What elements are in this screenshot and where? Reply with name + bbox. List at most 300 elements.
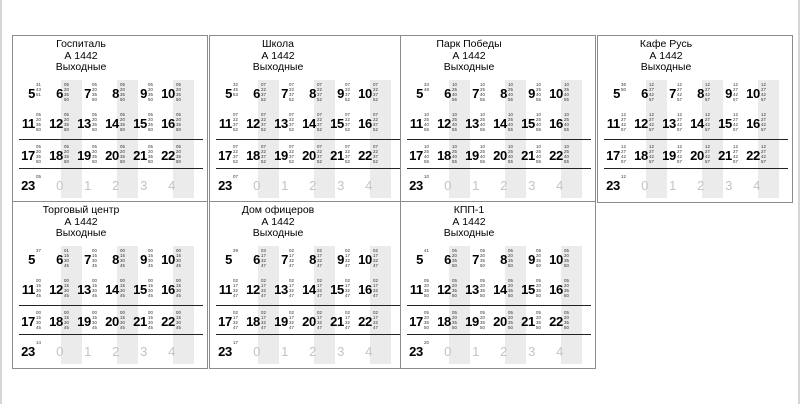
departure-minute: 22 <box>261 149 266 154</box>
departure-minute: 37 <box>345 92 350 97</box>
departure-minute: 07 <box>373 112 378 117</box>
departure-minute: 25 <box>452 117 457 122</box>
hour-grid <box>602 80 790 198</box>
hour-label: 13 <box>274 282 288 297</box>
hour-cell <box>242 308 270 336</box>
hour-cell <box>658 172 686 200</box>
departure-minute: 57 <box>621 159 626 164</box>
hour-label: 7 <box>84 252 91 267</box>
hour-label: 19 <box>465 314 479 329</box>
departure-minute: 51 <box>36 92 41 97</box>
departure-minute: 22 <box>373 149 378 154</box>
hour-cell <box>658 142 686 170</box>
departure-minute: 27 <box>733 117 738 122</box>
departure-minute: 22 <box>373 117 378 122</box>
departure-minute: 32 <box>289 258 294 263</box>
departure-minute: 37 <box>345 122 350 127</box>
hour-cell <box>354 276 382 304</box>
departure-minute: 25 <box>564 87 569 92</box>
hour-cell <box>326 276 354 304</box>
departure-minute: 50 <box>536 263 541 268</box>
departure-minute: 30 <box>148 288 153 293</box>
hour-cell <box>73 142 101 170</box>
departure-minute: 12 <box>761 112 766 117</box>
departure-minute: 05 <box>176 144 181 149</box>
hour-cell <box>742 142 770 170</box>
hour-label: 16 <box>358 282 372 297</box>
hour-label: 7 <box>669 86 676 101</box>
hour-cell <box>129 308 157 336</box>
departure-minute: 35 <box>120 92 125 97</box>
hour-label: 15 <box>521 116 535 131</box>
departure-minute: 25 <box>424 149 429 154</box>
departure-minute: 12 <box>705 144 710 149</box>
departure-minute: 25 <box>536 117 541 122</box>
departure-minute: 15 <box>148 315 153 320</box>
departure-minute: 35 <box>536 288 541 293</box>
stop-header <box>13 205 149 240</box>
hour-label: 11 <box>409 116 423 131</box>
departure-minute: 10 <box>508 112 513 117</box>
departure-minute: 43 <box>36 87 41 92</box>
hour-label: 2 <box>309 344 316 359</box>
hour-label: 15 <box>133 116 147 131</box>
departure-minute: 15 <box>120 315 125 320</box>
hour-cell <box>242 110 270 138</box>
departure-minute: 37 <box>317 154 322 159</box>
departure-minute: 17 <box>261 315 266 320</box>
departure-minute: 07 <box>373 82 378 87</box>
hour-cell <box>129 246 157 274</box>
day-type: Выходные <box>640 61 692 73</box>
hour-cell <box>405 246 433 274</box>
departure-minute: 10 <box>480 112 485 117</box>
departure-minute: 15 <box>120 253 125 258</box>
departure-minute: 00 <box>92 248 97 253</box>
hour-label: 9 <box>725 86 732 101</box>
hour-label: 6 <box>253 252 260 267</box>
departure-minute: 35 <box>424 320 429 325</box>
departure-minute: 55 <box>564 127 569 132</box>
departure-minute: 42 <box>705 122 710 127</box>
hour-label: 17 <box>218 314 232 329</box>
hour-cell <box>461 142 489 170</box>
departure-minute: 35 <box>64 154 69 159</box>
departure-minute: 45 <box>176 263 181 268</box>
departure-minute: 55 <box>508 97 513 102</box>
hour-cell <box>101 110 129 138</box>
hour-label: 7 <box>281 252 288 267</box>
hour-cell <box>101 80 129 108</box>
departure-minute: 05 <box>148 112 153 117</box>
departure-minute: 25 <box>536 149 541 154</box>
departure-minute: 05 <box>176 82 181 87</box>
departure-minute: 12 <box>761 144 766 149</box>
hour-cell <box>270 80 298 108</box>
hour-label: 23 <box>218 178 232 193</box>
hour-cell <box>630 110 658 138</box>
hour-cell <box>157 276 185 304</box>
departure-minute: 32 <box>317 288 322 293</box>
hour-label: 11 <box>606 116 620 131</box>
hour-cell <box>517 172 545 200</box>
hour-label: 1 <box>84 344 91 359</box>
departure-minute: 17 <box>373 253 378 258</box>
hour-cell <box>214 246 242 274</box>
departure-minute: 00 <box>64 278 69 283</box>
departure-minute: 52 <box>261 97 266 102</box>
departure-minute: 05 <box>64 112 69 117</box>
hour-label: 23 <box>21 344 35 359</box>
hour-label: 3 <box>528 178 535 193</box>
hour-cell <box>157 172 185 200</box>
hour-label: 11 <box>21 116 35 131</box>
departure-minute: 32 <box>289 320 294 325</box>
departure-minute: 17 <box>289 253 294 258</box>
hour-cell <box>129 338 157 366</box>
departure-minute: 05 <box>92 112 97 117</box>
departure-minute: 07 <box>317 82 322 87</box>
departure-minute: 10 <box>480 82 485 87</box>
hour-label: 12 <box>49 282 63 297</box>
hour-cell <box>433 246 461 274</box>
departure-minute: 05 <box>424 278 429 283</box>
hour-cell <box>17 80 45 108</box>
minute-list <box>564 112 574 132</box>
hour-label: 13 <box>465 282 479 297</box>
departure-minute: 41 <box>424 248 429 253</box>
hour-cell <box>270 142 298 170</box>
stop-header <box>401 39 537 74</box>
stop-card <box>209 201 405 369</box>
departure-minute: 55 <box>452 159 457 164</box>
departure-minute: 15 <box>64 283 69 288</box>
hour-cell <box>17 246 45 274</box>
departure-minute: 27 <box>761 117 766 122</box>
departure-minute: 32 <box>261 320 266 325</box>
hour-cell <box>73 246 101 274</box>
hour-label: 5 <box>416 86 423 101</box>
departure-minute: 10 <box>424 144 429 149</box>
day-type: Выходные <box>55 61 107 73</box>
stop-header <box>13 39 149 74</box>
departure-minute: 12 <box>705 82 710 87</box>
hour-label: 5 <box>613 86 620 101</box>
hour-label: 17 <box>409 148 423 163</box>
departure-minute: 07 <box>345 82 350 87</box>
departure-minute: 20 <box>120 149 125 154</box>
hour-label: 12 <box>246 116 260 131</box>
departure-minute: 42 <box>761 154 766 159</box>
hour-cell <box>214 110 242 138</box>
departure-minute: 00 <box>176 278 181 283</box>
hour-label: 18 <box>49 314 63 329</box>
hour-cell <box>545 172 573 200</box>
departure-minute: 00 <box>36 310 41 315</box>
hour-label: 14 <box>302 116 316 131</box>
hour-cell <box>714 142 742 170</box>
departure-minute: 02 <box>261 310 266 315</box>
departure-minute: 40 <box>536 92 541 97</box>
hour-cell <box>73 308 101 336</box>
departure-minute: 25 <box>480 117 485 122</box>
departure-minute: 32 <box>233 320 238 325</box>
departure-minute: 10 <box>536 112 541 117</box>
departure-minute: 07 <box>233 144 238 149</box>
departure-minute: 30 <box>92 258 97 263</box>
hour-label: 15 <box>330 282 344 297</box>
departure-minute: 20 <box>424 340 429 345</box>
departure-minute: 02 <box>373 278 378 283</box>
departure-minute: 02 <box>289 310 294 315</box>
departure-minute: 27 <box>677 149 682 154</box>
departure-minute: 10 <box>452 112 457 117</box>
departure-minute: 35 <box>176 154 181 159</box>
departure-minute: 20 <box>36 117 41 122</box>
departure-minute: 20 <box>564 253 569 258</box>
hour-label: 5 <box>416 252 423 267</box>
hour-label: 0 <box>253 178 260 193</box>
departure-minute: 47 <box>317 263 322 268</box>
departure-minute: 30 <box>36 288 41 293</box>
departure-minute: 35 <box>92 122 97 127</box>
hour-label: 9 <box>140 86 147 101</box>
row-divider <box>407 139 591 140</box>
day-type: Выходные <box>443 227 495 239</box>
departure-minute: 35 <box>480 258 485 263</box>
departure-minute: 37 <box>36 248 41 253</box>
hour-cell <box>742 172 770 200</box>
departure-minute: 47 <box>345 325 350 330</box>
departure-minute: 40 <box>508 122 513 127</box>
hour-label: 15 <box>521 282 535 297</box>
departure-minute: 40 <box>480 122 485 127</box>
departure-minute: 50 <box>120 159 125 164</box>
departure-minute: 32 <box>317 320 322 325</box>
hour-label: 22 <box>746 148 760 163</box>
departure-minute: 15 <box>36 283 41 288</box>
departure-minute: 35 <box>148 122 153 127</box>
hour-label: 9 <box>528 252 535 267</box>
departure-minute: 15 <box>36 315 41 320</box>
stop-header <box>401 205 537 240</box>
departure-minute: 17 <box>289 283 294 288</box>
departure-minute: 20 <box>92 117 97 122</box>
departure-minute: 50 <box>176 159 181 164</box>
departure-minute: 25 <box>508 149 513 154</box>
hour-label: 0 <box>56 344 63 359</box>
departure-minute: 50 <box>536 293 541 298</box>
departure-minute: 20 <box>564 283 569 288</box>
hour-label: 14 <box>302 282 316 297</box>
hour-cell <box>298 142 326 170</box>
departure-minute: 35 <box>480 288 485 293</box>
departure-minute: 22 <box>345 149 350 154</box>
departure-minute: 05 <box>508 248 513 253</box>
departure-minute: 07 <box>261 82 266 87</box>
hour-cell <box>129 172 157 200</box>
departure-minute: 00 <box>92 310 97 315</box>
departure-minute: 50 <box>480 293 485 298</box>
hour-grid <box>405 80 593 198</box>
departure-minute: 35 <box>176 122 181 127</box>
hour-label: 9 <box>337 86 344 101</box>
hour-cell <box>545 308 573 336</box>
hour-cell <box>602 172 630 200</box>
departure-minute: 52 <box>261 127 266 132</box>
departure-minute: 52 <box>373 159 378 164</box>
hour-label: 16 <box>358 116 372 131</box>
hour-label: 14 <box>690 116 704 131</box>
departure-minute: 37 <box>233 122 238 127</box>
departure-minute: 45 <box>92 293 97 298</box>
departure-minute: 25 <box>452 87 457 92</box>
hour-cell <box>242 338 270 366</box>
departure-minute: 42 <box>677 122 682 127</box>
departure-minute: 45 <box>233 87 238 92</box>
hour-cell <box>354 172 382 200</box>
hour-label: 3 <box>528 344 535 359</box>
hour-cell <box>326 308 354 336</box>
hour-label: 16 <box>746 116 760 131</box>
departure-minute: 15 <box>176 253 181 258</box>
departure-minute: 02 <box>317 310 322 315</box>
hour-label: 4 <box>168 344 175 359</box>
departure-minute: 02 <box>289 248 294 253</box>
hour-cell <box>714 110 742 138</box>
departure-minute: 07 <box>261 112 266 117</box>
departure-minute: 50 <box>176 127 181 132</box>
departure-minute: 12 <box>677 82 682 87</box>
departure-minute: 12 <box>677 144 682 149</box>
departure-minute: 15 <box>92 283 97 288</box>
departure-minute: 17 <box>317 253 322 258</box>
departure-minute: 22 <box>233 149 238 154</box>
departure-minute: 45 <box>64 293 69 298</box>
departure-minute: 22 <box>373 87 378 92</box>
departure-minute: 22 <box>289 149 294 154</box>
departure-minute: 50 <box>564 263 569 268</box>
departure-minute: 17 <box>373 315 378 320</box>
departure-minute: 27 <box>761 87 766 92</box>
hour-label: 23 <box>21 178 35 193</box>
hour-label: 10 <box>358 252 372 267</box>
departure-minute: 00 <box>148 278 153 283</box>
departure-minute: 50 <box>120 97 125 102</box>
hour-cell <box>742 80 770 108</box>
departure-minute: 30 <box>92 288 97 293</box>
departure-minute: 57 <box>761 97 766 102</box>
hour-cell <box>101 276 129 304</box>
departure-minute: 50 <box>148 159 153 164</box>
hour-label: 5 <box>28 86 35 101</box>
stop-card <box>400 35 596 203</box>
hour-label: 4 <box>365 178 372 193</box>
departure-minute: 20 <box>508 253 513 258</box>
departure-minute: 07 <box>233 174 238 179</box>
departure-minute: 57 <box>649 159 654 164</box>
departure-minute: 02 <box>373 310 378 315</box>
hour-cell <box>326 338 354 366</box>
departure-minute: 17 <box>289 315 294 320</box>
departure-minute: 05 <box>92 144 97 149</box>
departure-minute: 50 <box>508 325 513 330</box>
departure-minute: 05 <box>36 174 41 179</box>
hour-label: 4 <box>556 344 563 359</box>
hour-label: 1 <box>281 344 288 359</box>
departure-minute: 47 <box>345 293 350 298</box>
departure-minute: 40 <box>536 154 541 159</box>
minute-list <box>373 112 383 132</box>
hour-cell <box>242 246 270 274</box>
hour-label: 14 <box>105 282 119 297</box>
hour-label: 6 <box>444 86 451 101</box>
departure-minute: 05 <box>36 112 41 117</box>
departure-minute: 35 <box>176 92 181 97</box>
stop-card <box>597 35 793 203</box>
departure-minute: 32 <box>345 288 350 293</box>
day-type: Выходные <box>443 61 495 73</box>
departure-minute: 00 <box>92 278 97 283</box>
hour-cell <box>214 172 242 200</box>
departure-minute: 00 <box>36 278 41 283</box>
departure-minute: 02 <box>317 248 322 253</box>
departure-minute: 50 <box>64 97 69 102</box>
departure-minute: 20 <box>148 117 153 122</box>
departure-minute: 20 <box>452 253 457 258</box>
hour-cell <box>326 172 354 200</box>
departure-minute: 30 <box>36 320 41 325</box>
departure-minute: 37 <box>345 154 350 159</box>
departure-minute: 40 <box>564 92 569 97</box>
departure-minute: 35 <box>564 258 569 263</box>
departure-minute: 55 <box>480 97 485 102</box>
departure-minute: 30 <box>120 258 125 263</box>
hour-label: 23 <box>409 178 423 193</box>
departure-minute: 57 <box>621 127 626 132</box>
departure-minute: 05 <box>148 82 153 87</box>
hour-label: 11 <box>218 282 232 297</box>
departure-minute: 50 <box>480 263 485 268</box>
departure-minute: 48 <box>424 87 429 92</box>
hour-cell <box>298 338 326 366</box>
departure-minute: 55 <box>424 159 429 164</box>
departure-minute: 55 <box>536 127 541 132</box>
departure-minute: 50 <box>480 325 485 330</box>
minute-list <box>373 278 383 298</box>
departure-minute: 57 <box>733 97 738 102</box>
departure-minute: 40 <box>536 122 541 127</box>
departure-minute: 47 <box>317 293 322 298</box>
departure-minute: 05 <box>480 248 485 253</box>
departure-minute: 05 <box>120 112 125 117</box>
departure-minute: 57 <box>705 97 710 102</box>
departure-minute: 50 <box>92 159 97 164</box>
hour-cell <box>45 110 73 138</box>
departure-minute: 05 <box>64 82 69 87</box>
departure-minute: 42 <box>677 92 682 97</box>
hour-label: 21 <box>330 314 344 329</box>
hour-cell <box>101 172 129 200</box>
departure-minute: 02 <box>345 278 350 283</box>
departure-minute: 15 <box>92 253 97 258</box>
departure-minute: 55 <box>452 127 457 132</box>
departure-minute: 10 <box>508 82 513 87</box>
departure-minute: 40 <box>452 92 457 97</box>
stop-name: Кафе Русь <box>639 38 693 50</box>
departure-minute: 30 <box>92 320 97 325</box>
departure-minute: 47 <box>289 325 294 330</box>
